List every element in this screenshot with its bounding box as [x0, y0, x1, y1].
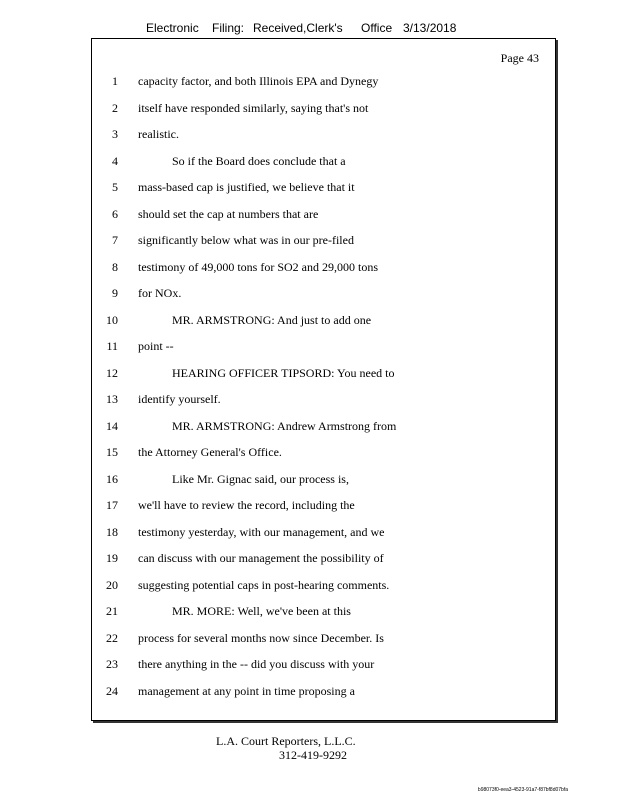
line-text: realistic. — [138, 127, 179, 141]
transcript-line — [91, 313, 556, 340]
transcript-line — [91, 286, 556, 313]
transcript-line — [91, 525, 556, 552]
line-number: 15 — [106, 445, 118, 459]
transcript-line — [91, 684, 556, 711]
transcript-line — [91, 392, 556, 419]
footer-phone: 312-419-9292 — [279, 748, 347, 762]
line-number: 12 — [106, 365, 118, 380]
line-number: 5 — [112, 180, 118, 194]
transcript-line — [91, 339, 556, 366]
transcript-line — [91, 498, 556, 525]
transcript-line — [91, 366, 556, 393]
line-number: 13 — [106, 392, 118, 406]
line-text: process for several months now since December. Is — [138, 630, 384, 645]
line-number: 10 — [106, 312, 118, 327]
footer-company: L.A. Court Reporters, L.L.C. — [216, 734, 356, 748]
line-number: 9 — [112, 286, 118, 300]
transcript-line — [91, 180, 556, 207]
transcript-line — [91, 551, 556, 578]
line-number: 6 — [112, 206, 118, 221]
line-text: Like Mr. Gignac said, our process is, — [172, 471, 349, 486]
line-number: 7 — [112, 233, 118, 247]
line-text: point -- — [138, 339, 174, 353]
transcript-line — [91, 260, 556, 287]
line-text: management at any point in time proposing a — [138, 683, 355, 698]
line-number: 24 — [106, 683, 118, 698]
line-number: 21 — [106, 604, 118, 618]
transcript-line — [91, 74, 556, 101]
line-text: can discuss with our management the possibility of — [138, 551, 384, 565]
line-number: 3 — [112, 127, 118, 141]
line-text: should set the cap at numbers that are — [138, 206, 319, 221]
transcript-line — [91, 578, 556, 605]
line-number: 14 — [106, 418, 118, 433]
transcript-line — [91, 154, 556, 181]
line-text: for NOx. — [138, 286, 182, 300]
line-number: 16 — [106, 471, 118, 486]
line-text: testimony yesterday, with our management, and we — [138, 524, 385, 539]
line-text: we'll have to review the record, including the — [138, 498, 355, 512]
line-text: MR. ARMSTRONG: Andrew Armstrong from — [172, 418, 397, 433]
line-number: 4 — [112, 153, 118, 168]
line-text: testimony of 49,000 tons for SO2 and 29,000 tons — [138, 259, 378, 274]
line-number: 18 — [106, 524, 118, 539]
transcript-line — [91, 233, 556, 260]
line-number: 11 — [106, 339, 118, 353]
filing-header-electronic: Electronic — [146, 21, 199, 35]
line-text: MR. ARMSTRONG: And just to add one — [172, 312, 372, 327]
filing-header-date: 3/13/2018 — [403, 21, 457, 35]
line-text: capacity factor, and both Illinois EPA and Dynegy — [138, 74, 379, 88]
line-number: 22 — [106, 630, 118, 645]
line-number: 23 — [106, 657, 118, 671]
line-text: mass-based cap is justified, we believe that it — [138, 180, 355, 194]
line-text: identify yourself. — [138, 392, 221, 406]
line-text: there anything in the -- did you discuss with your — [138, 657, 375, 671]
document-id: b98073f0-eea3-4523-91a7-f87bf8d07bfa — [477, 787, 568, 793]
line-number: 19 — [106, 551, 118, 565]
line-text: HEARING OFFICER TIPSORD: You need to — [172, 365, 395, 380]
line-number: 20 — [106, 577, 118, 592]
line-text: MR. MORE: Well, we've been at this — [172, 604, 351, 618]
line-number: 17 — [106, 498, 118, 512]
line-text: the Attorney General's Office. — [138, 445, 282, 459]
line-number: 1 — [112, 74, 118, 88]
page-number: Page 43 — [500, 51, 539, 65]
transcript-line — [91, 127, 556, 154]
transcript-line — [91, 631, 556, 658]
transcript-line — [91, 472, 556, 499]
transcript-line — [91, 604, 556, 631]
line-text: So if the Board does conclude that a — [172, 153, 346, 168]
filing-header-received: Received,Clerk's — [253, 21, 343, 35]
transcript-line — [91, 445, 556, 472]
filing-header-filing: Filing: — [212, 21, 245, 35]
line-number: 2 — [112, 100, 118, 115]
transcript-line — [91, 657, 556, 684]
line-text: significantly below what was in our pre-filed — [138, 233, 354, 247]
transcript-line — [91, 101, 556, 128]
transcript-line — [91, 207, 556, 234]
line-text: suggesting potential caps in post-hearing comments. — [138, 577, 390, 592]
filing-header-office: Office — [361, 21, 393, 35]
line-number: 8 — [112, 259, 118, 274]
line-text: itself have responded similarly, saying that's not — [138, 100, 369, 115]
transcript-line — [91, 419, 556, 446]
